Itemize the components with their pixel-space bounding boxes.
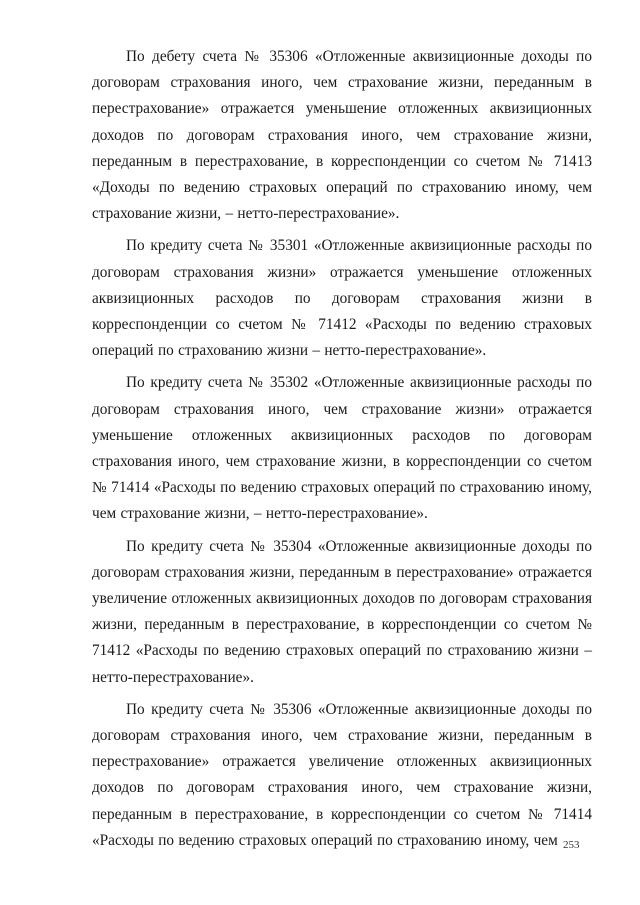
paragraph-credit-35304: По кредиту счета № 35304 «Отложенные аквизиционные доходы по договорам страхования жизни, переданным в перестрахование» отражается увеличение отложенных аквизиционных доходов по договорам страхования жизни, переданным в перестрахование, в корреспонденции со счетом № 71412 «Расходы по ведению страховых операций по страхованию жизни – нетто-перестрахование». — [92, 537, 592, 686]
page-number: 253 — [563, 839, 580, 851]
paragraph-credit-35302: По кредиту счета № 35302 «Отложенные аквизиционные расходы по договорам страхования иного, чем страхование жизни» отражается уменьшение отложенных аквизиционных расходов по договорам страхования иного, чем страхование жизни, в корреспонденции со счетом № 71414 «Расходы по ведению страховых операций по страхованию иному, чем страхование жизни, – нетто-перестрахование». — [92, 374, 592, 523]
document-body — [92, 44, 592, 860]
paragraph-credit-35301: По кредиту счета № 35301 «Отложенные аквизиционные расходы по договорам страхования жизни» отражается уменьшение отложенных аквизиционных расходов по договорам страхования жизни в корреспонденции со счетом № 71412 «Расходы по ведению страховых операций по страхованию жизни – нетто-перестрахование». — [92, 237, 592, 360]
paragraph-credit-35306: По кредиту счета № 35306 «Отложенные аквизиционные доходы по договорам страхования иного, чем страхование жизни, переданным в перестрахование» отражается увеличение отложенных аквизиционных доходов по договорам страхования иного, чем страхование жизни, переданным в перестрахование, в корреспонденции со счетом № 71414 «Расходы по ведению страховых операций по страхованию иному, чем — [92, 700, 592, 849]
paragraph-debit-35306: По дебету счета № 35306 «Отложенные аквизиционные доходы по договорам страхования иного, чем страхование жизни, переданным в перестрахование» отражается уменьшение отложенных аквизиционных доходов по договорам страхования иного, чем страхование жизни, переданным в перестрахование, в корреспонденции со счетом № 71413 «Доходы по ведению страховых операций по страхованию иному, чем страхование жизни, – нетто-перестрахование». — [92, 48, 592, 223]
